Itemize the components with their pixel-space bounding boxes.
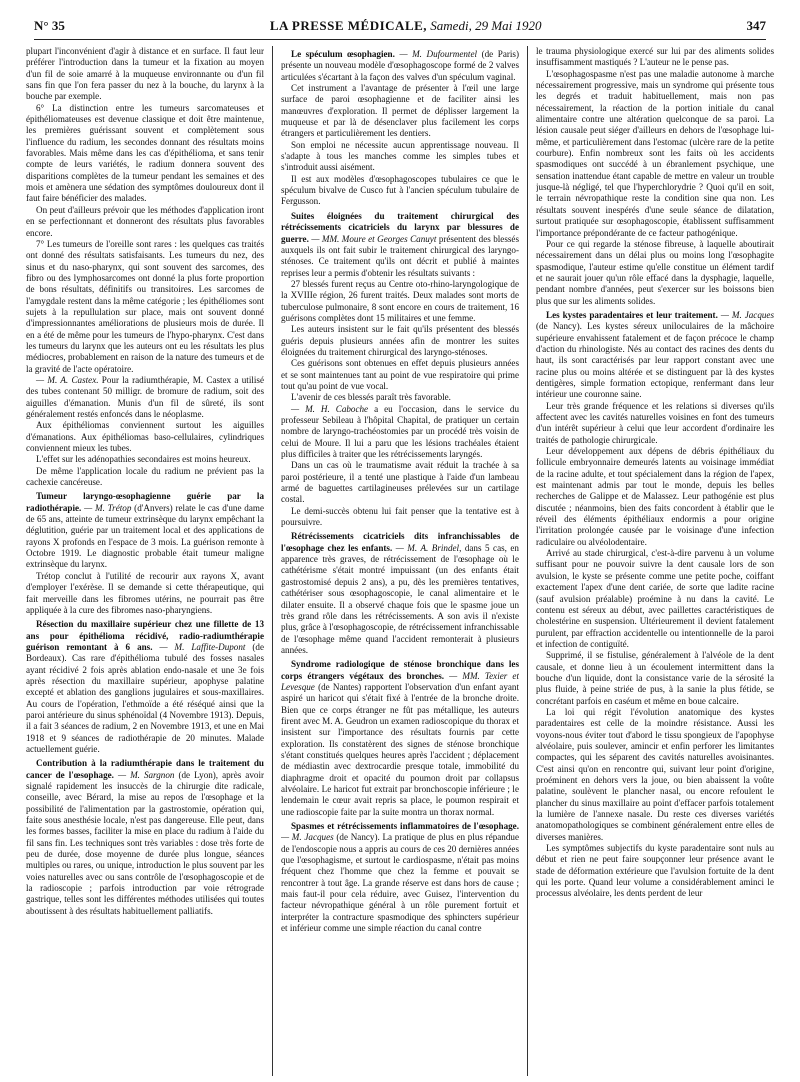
article-entry [26, 758, 264, 917]
paragraph-text: L'effet sur les adénopathies secondaires est moins heureux. [36, 454, 251, 465]
article-author: — M. Trétop [81, 502, 132, 513]
paragraph-text: L'œsophagospasme n'est pas une maladie autonome à marche nécessairement progressive, mais un syndrome qui présente tous les degrés et traduit habituellement, mais non pas nécessairement, la réaction de la portion initiale du canal alimentaire contre une altération quelconque de sa paroi. La lésion causale peut siéger d'ailleurs en dehors de l'œsophage lui-même, et particulièrement dans l'estomac (ulcère rare de la petite courbure). Enfin nombreux sont les faits où les accidents spasmodiques ont succédé à un ébranlement psychique, une sensation inattendue étant capable de mettre en valeur un trouble jusque-là négligé, tel que l'hyperchlorydrie ? Quoi qu'il en soit, le terrain névropathique reste la condition sine qua non. Les résultats souvent inespérés d'une seule séance de dilatation, surtout pratiquée sur œsophagoscopie, établissent suffisamment l'importance prépondérante de ce facteur pathogénique. [536, 68, 774, 238]
article-heading: Résection du maxillaire supérieur chez une fillette de 13 ans pour épithélioma récidivé, radio-radiumthérapie guérison remontant à 6 ans. [26, 619, 264, 652]
paragraph-text: Cet instrument a l'avantage de présenter à l'œil une large surface de paroi œsophagienne et de faciliter ainsi les manœuvres d'exploration. Il permet de déplisser largement la muqueuse et par là de désenclaver plus facilement les corps étrangers et particulièrement les dentiers. [281, 83, 519, 139]
article-entry [281, 531, 519, 656]
masthead [34, 18, 766, 40]
paragraph-text: Arrivé au stade chirurgical, c'est-à-dire parvenu à un volume suffisant pour ne pouvoir suivre la dent causale lors de son avulsion, le kyste se présente comme une petite poche, coiffant exactement l'apex d'une dent cariée, de sorte que ladite racine (sauf avulsion préalable) proémine à nu dans la cavité. Le contenu est séreux au début, avec paillettes caractéristiques de cholestérine en suspension. Ultérieurement il devient fatalement purulent, par effraction accidentelle ou intentionnelle de la paroi et infection de contiguïté. [536, 548, 774, 649]
paragraph-author: — M. A. Castex. [36, 374, 99, 385]
paragraph-text: Aux épithéliomas conviennent surtout les aiguilles d'émanations. Aux épithéliomas baso-cellulaires, cylindriques conviennent mieux les tubes. [26, 420, 264, 454]
article-body: présentent des blessés auxquels ils ont fait subir le traitement chirurgical des laryngo-sténoses. Ce traitement qu'ils ont décrit et publié à maintes reprises leur a permis d'obtenir les résultats suivants : [281, 233, 519, 278]
paragraph [536, 843, 774, 900]
article-author: — M. Jacques [281, 832, 334, 843]
page-number: 347 [746, 18, 766, 33]
article-heading: Syndrome radiologique de sténose bronchique dans les corps étrangers végétaux des bronches. [281, 659, 519, 681]
paragraph [281, 140, 519, 174]
paragraph-text: Les auteurs insistent sur le fait qu'ils présentent des blessés guéris depuis plusieurs années afin de montrer les suites éloignées du traitement chirurgical des laryngo-sténoses. [281, 324, 519, 357]
paragraph [536, 650, 774, 707]
article-author: — M. A. Brindel [392, 542, 460, 553]
article-body: , dans 5 cas, en apparence très graves, de rétrécissement de l'œsophage où le cathétérisme s'était montré impuissant (un des enfants était gastrostomisé depuis 2 ans), a pu, dès les premières tentatives, cathétériser sous œsophagoscopie, le canal alimentaire et le dilater ensuite. Il a observé chaque fois que le spasme joue un très grand rôle dans les rétrécissements. A son avis il n'existe plus, grâce à l'œsophagoscopie, de rétrécissement infranchissable de l'œsophage même quand l'accident remonterait à plusieurs années. [281, 542, 519, 655]
paragraph-text: Leur développement aux dépens de débris épithéliaux du follicule embryonnaire demeurés latents au voisinage immédiat de la racine adulte, et tout spécialement dans la région de l'apex, est maintenant admis par tout le monde, depuis les belles recherches de Galippe et de Malassez. Leur pathogénie est plus discutée ; néanmoins, bien des faits concordent à établir que le réveil des éléments épithéliaux endormis a pour origine l'irritation prolongée causée par le voisinage d'une infection radiculaire ou alvéolodentaire. [536, 446, 774, 547]
journal-header [270, 18, 542, 34]
paragraph-text: Le demi-succès obtenu lui fait penser que la tentative est à poursuivre. [281, 505, 519, 528]
paragraph-text: le trauma physiologique exercé sur lui par des aliments solides insuffisamment mastiqués ? L'auteur ne le pense pas. [536, 46, 774, 68]
paragraph [536, 707, 774, 843]
paragraph [26, 375, 264, 420]
paragraph-author: — M. H. Caboche [291, 403, 369, 414]
article-entry [26, 619, 264, 755]
paragraph-text: 7° Les tumeurs de l'oreille sont rares : les quelques cas traités ont donné des résultats satisfaisants. Les tumeurs du nez, des sinus et du naso-pharynx, qui sont souvent des sarcomes, des fibro ou des lymphosarcomes ont donné la plus forte proportion de bons résultats, définitifs ou transitoires. Les sarcomes de l'amygdale restent dans la même catégorie ; les épithéliomes sont sujets à la repullulation sur place, mais ont souvent donné d'impressionnantes améliorations de plusieurs mois de durée. Il en a été de même pour les tumeurs de l'hypo-pharynx. C'est dans les tumeurs du larynx que les auteurs ont eu les résultats les plus médiocres, probablement en raison de la nature des tumeurs et de la gravité de l'acte opératoire. [26, 238, 264, 374]
article-heading: Les kystes paradentaires et leur traitement. [546, 309, 718, 320]
paragraph [281, 404, 519, 461]
paragraph [26, 103, 264, 205]
journal-title: LA PRESSE MÉDICALE, [269, 18, 428, 33]
article-heading: Le spéculum œsophagien. [291, 49, 395, 59]
column-divider [527, 46, 528, 1076]
paragraph-text: Trétop conclut à l'utilité de recourir aux rayons X, avant d'employer l'exérèse. Il se demande si cette thérapeutique, qui fait merveille dans les fibromes utérins, ne pourrait pas être appliquée à la cure des fibromes naso-pharyngiens. [26, 570, 264, 615]
paragraph [536, 239, 774, 307]
column-divider [272, 46, 273, 1076]
paragraph [536, 401, 774, 446]
article-heading: Contribution à la radiumthérapie dans le traitement du cancer de l'œsophage. [26, 758, 264, 780]
article-author: — MM. Texier et Levesque [281, 670, 519, 692]
paragraph-text: La loi qui régit l'évolution anatomique des kystes paradentaires est celle de la moindre résistance. Aussi les voyons-nous éviter tout d'abord le tissu spongieux de l'apophyse alvéolaire, puis soulever, amincir et enfin perforer les limitantes compactes, qui les séparent des cavités naturelles avoisinantes. C'est ainsi qu'on en rencontre qui, suivant leur point d'origine, proéminent en dehors vers la joue, ou bien abaissent la voûte palatine, soulèvent le plancher nasal, ou encore refoulent le plancher du sinus maxillaire au point d'effacer parfois totalement la lumière de l'annexe nasale. Du reste ces diverses variétés anatomopathologiques se combinent généralement entre elles de diverses manières. [536, 706, 774, 842]
article-entry [281, 659, 519, 818]
article-entry [281, 49, 519, 83]
paragraph [281, 460, 519, 505]
paragraph [281, 506, 519, 529]
paragraph [281, 324, 519, 358]
article-body: (de Nantes) rapportent l'observation d'un enfant ayant aspiré un haricot qui s'était fixé à l'entrée de la bronche droite. Bien que ce corps étranger ne fût pas métallique, les auteurs firent avec M. A. Geudron un examen radioscopique du thorax et insistent sur l'importance des résultats fournis par cette exploration. Ils constatèrent des signes de sténose bronchique s'étant constitués quelques heures après l'accident ; déplacement de médiastin avec dextrocardie presque totale, immobilité du diaphragme droit et opacité du poumon droit par collapsus alvéolaire. Le haricot fut extrait par bronchoscopie inférieure ; le lendemain le cœur avait repris sa place, le poumon respirait et une radioscopie faite par la suite montra un thorax normal. [281, 681, 519, 817]
article-author: — M. Jacques [717, 309, 774, 320]
paragraph [281, 279, 519, 324]
article-body: (de Paris) présente un nouveau modèle d'œsophagoscope formé de 2 valves articulées s'écartant à la façon des valves d'un spéculum vaginal. [281, 49, 519, 82]
article-entry [281, 211, 519, 279]
article-author: — M. Laffite-Dupont [152, 641, 246, 652]
paragraph [26, 46, 264, 103]
paragraph [536, 548, 774, 650]
paragraph-text: L'avenir de ces blessés paraît très favorable. [291, 392, 451, 403]
article-body: (de Nancy). La pratique de plus en plus répandue de l'endoscopie nous a appris au cours de ces 20 dernières années que l'œsophagisme, et surtout le cardiospasme, n'était pas moins fréquent chez l'homme que chez la femme et pouvait se rencontrer à tout âge. La grande réserve est dans hors de cause ; mais faut-il pour cela réduire, avec Guisez, l'intervention du facteur névropathique général à un rôle purement fortuit et interpréter la contracture spasmodique des sphincters supérieur et inférieur comme une simple réaction du canal contre [281, 832, 519, 934]
article-heading: Tumeur laryngo-œsophagienne guérie par la radiothérapie. [26, 491, 264, 513]
paragraph-text: 27 blessés furent reçus au Centre oto-rhino-laryngologique de la XVIIIe région, 26 furent traités. Deux malades sont morts de tuberculose pulmonaire, 8 sont encore en cours de traitement, 16 guérisons complètes dont 15 militaires et une femme. [281, 278, 519, 323]
paragraph-text: 6° La distinction entre les tumeurs sarcomateuses et épithéliomateuses est devenue classique et doit être maintenue, les premières guérissant souvent et complètement sous l'influence du radium, les secondes donnant des résultats moins favorables. Mais même dans les cas d'épithélioma, et sans tenir compte de leurs variétés, le radium donnera souvent des disparitions complètes de la tumeur pendant les semaines et des mois et amènera une sédation des symptômes douloureux dont il faut faire bénéficier des malades. [26, 102, 264, 204]
article-body: (de Lyon), après avoir signalé rapidement les insuccès de la chirurgie dite radicale, conseille, avec Bérard, la mise au repos de l'œsophage et la possibilité de l'alimentation par la gastrostomie, opération qui, faite sous anesthésie locale, n'est pas dangereuse. Elle peut, dans les formes basses, faciliter la mise en place du radium à l'aide du fil sans fin. Les techniques sont très variables : dose très forte de peu de durée, dose moyenne de durée plus longue, séances multiples ou rares, ou unique, introduction le plus souvent par les voies naturelles avec ou sans contrôle de l'œsophagoscopie et de la radioscopie ; parfois introduction par voie rétrograde gastrique, telles sont les différentes méthodes utilisées qui toutes aboutissent à des résultats habituellement palliatifs. [26, 769, 264, 916]
article-body: (de Nancy). Les kystes séreux uniloculaires de la mâchoire supérieure envahissent fatalement et de façon précoce le champ d'action du rhinologiste. Nés au contact des racines des dents du haut, ils sont caractérisés par leur rapport constant avec une racine plus ou moins altérée et se distinguent par là des kystes dentigères, simple formation ectopique, renfermant dans leur intérieur une couronne saine. [536, 321, 774, 400]
paragraph [26, 239, 264, 375]
paragraph-text: Dans un cas où le traumatisme avait réduit la trachée à sa paroi postérieure, il a tenté une plastique à l'aide d'un lambeau armé de baguettes cartilagineuses prélevées sur un cartilage costal. [281, 460, 519, 505]
paragraph-text: a eu l'occasion, dans le service du professeur Sebileau à l'hôpital Chapital, de pratiquer un certain nombre de laryngo-trachéostomies par un procédé très voisin de celui de Moure. Il lui a paru que les lésions trachéales étaient plus difficiles à traiter que les rétrécissements laryngés. [281, 403, 519, 460]
paragraph [26, 466, 264, 489]
paragraph-text: Les symptômes subjectifs du kyste paradentaire sont nuls au début et rien ne peut faire soupçonner leur présence avant le stade de déformation extérieure que l'avulsion fortuite de la dent qui les porte. Quand leur volume a considérablement aminci le processus alvéolaire, les dents perdent de leur [536, 843, 774, 899]
article-author: — M. Dufourmentel [394, 49, 478, 59]
paragraph [536, 446, 774, 548]
article-heading: Spasmes et rétrécissements inflammatoires de l'œsophage. [291, 821, 519, 832]
paragraph-text: De même l'application locale du radium ne prévient pas la cachexie cancéreuse. [26, 465, 264, 488]
paragraph-text: Son emploi ne nécessite aucun apprentissage nouveau. Il s'adapte à tous les manches comme les simples tubes et s'introduit aussi aisément. [281, 139, 519, 173]
article-body: (d'Anvers) relate le cas d'une dame de 65 ans, atteinte de tumeur extrinsèque du larynx empêchant la déglutition, guérie par un traitement local et des applications de rayons X profonds en l'espace de 3 mois. La guérison remonte à Octobre 1919. Le diagnostic probable était tumeur maligne extrinsèque du larynx. [26, 502, 264, 570]
issue-date: Samedi, 29 Mai 1920 [430, 18, 542, 33]
paragraph [281, 392, 519, 403]
paragraph [281, 358, 519, 392]
paragraph [26, 205, 264, 239]
paragraph-text: Pour ce qui regarde la sténose fibreuse, à laquelle aboutirait nécessairement dans un délai plus ou moins long l'œsophagite spasmodique, l'auteur estime qu'elle constitue un élément tardif et ne saurait jouer qu'un rôle effacé dans la dysphagie, laquelle, pendant nombre d'années, peut s'exercer sur les boissons bien plus que sur les aliments solides. [536, 238, 774, 306]
text-columns [26, 46, 774, 1076]
paragraph [536, 69, 774, 239]
paragraph [26, 571, 264, 616]
article-entry [26, 491, 264, 570]
issue-number: N° 35 [34, 18, 65, 33]
article-entry [536, 310, 774, 401]
article-heading: Rétrécissements cicatriciels dits infranchissables de l'œsophage chez les enfants. [281, 531, 519, 553]
paragraph-text: Il est aux modèles d'œsophagoscopes tubulaires ce que le spéculum bivalve de Cusco fut à l'ancien spéculum tubulaire de Fergusson. [281, 173, 519, 207]
paragraph [536, 46, 774, 69]
article-heading: Suites éloignées du traitement chirurgical des rétrécissements cicatriciels du larynx par blessures de guerre. [281, 210, 519, 244]
paragraph-text: Ces guérisons sont obtenues en effet depuis plusieurs années et se sont maintenues tant au point de vue respiratoire qui prime tout qu'au point de vue vocal. [281, 358, 519, 391]
column-1 [26, 46, 264, 1076]
paragraph [281, 174, 519, 208]
paragraph-text: Pour la radiumthérapie, M. Castex a utilisé des tubes contenant 50 milligr. de bromure de radium, soit des aiguilles d'émanation. Munis d'un fil de sûreté, ils sont généralement restés enfoncés dans le néoplasme. [26, 374, 264, 419]
paragraph-text: plupart l'inconvénient d'agir à distance et en surface. Il faut leur préférer l'introduction dans la tumeur et la fixation au moyen d'un fil de soie amarré à la muqueuse environnante ou d'un fil sans fin que l'on fera passer du nez à la bouche, du larynx à la bouche par exemple. [26, 46, 264, 102]
paragraph [26, 420, 264, 454]
article-author: — MM. Moure et Georges Canuyt [308, 233, 437, 244]
article-entry [281, 821, 519, 934]
paragraph-text: On peut d'ailleurs prévoir que les méthodes d'application iront en se perfectionnant et donneront des résultats plus favorables encore. [26, 204, 264, 238]
paragraph-text: Leur très grande fréquence et les relations si diverses qu'ils affectent avec les cavités naturelles voisines en font des tumeurs d'un intérêt supérieur à celui que leur accordent d'ordinaire les traités de pathologie chirurgicale. [536, 400, 774, 445]
column-2 [281, 46, 519, 1076]
paragraph [26, 454, 264, 465]
article-author: — M. Sargnon [113, 769, 175, 780]
article-body: (de Bordeaux). Cas rare d'épithélioma tubulé des fosses nasales ayant récidivé 2 fois après ablation endo-nasale et une 3e fois après résection du maxillaire supérieur, apophyse palatine excepté et ablation des ganglions jugulaires et sous-maxillaires. Au cours de l'opération, l'ethmoïde a été réséqué ainsi que la paroi antérieure du sinus sphénoïdal (4 Novembre 1913). Depuis, il a fait 3 séances de radium, 2 en Novembre 1913, et une en Mai 1918 et 9 séances de radiothérapie de 20 minutes. Malade actuellement guérie. [26, 641, 264, 754]
paragraph [281, 83, 519, 140]
column-3 [536, 46, 774, 1076]
paragraph-text: Supprimé, il se fistulise, généralement à l'alvéole de la dent causale, et donne lieu à un écoulement intermittent dans la bouche d'un liquide, dont la consistance varie de la sérosité la plus fluide, à peine striée de pus, à la sanie la plus fétide, se concrétant parfois en caséum et même en boue calcaire. [536, 650, 774, 706]
